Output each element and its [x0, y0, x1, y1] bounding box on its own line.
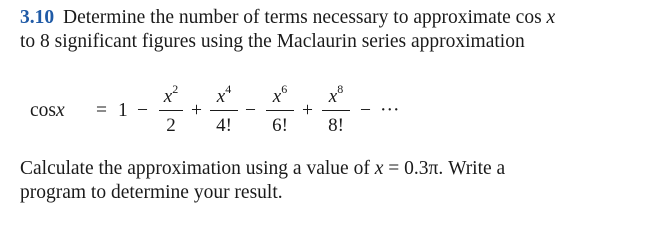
term-1-denominator: 2 — [166, 115, 176, 137]
fraction-bar — [210, 110, 238, 111]
term-1-exponent: 2 — [172, 82, 179, 96]
statement-variable: x — [546, 7, 556, 28]
term-3-exponent: 6 — [281, 82, 288, 96]
instruction-line-1 — [20, 157, 505, 181]
problem-number: 3.10 — [20, 7, 55, 28]
equals-sign: = — [96, 100, 107, 121]
term-2-base: x — [216, 86, 226, 107]
term-1-base: x — [163, 86, 173, 107]
problem-statement-line-2: to 8 significant figures using the Maclaurin series approximation — [20, 31, 525, 52]
term-x2-over-2 — [159, 78, 183, 137]
term-3-base: x — [272, 86, 282, 107]
fraction-bar — [266, 110, 294, 111]
term-x8-over-8-factorial — [322, 78, 350, 137]
problem-block — [20, 6, 650, 54]
fraction-bar — [322, 110, 350, 111]
operator-plus-1: + — [191, 100, 202, 121]
fraction-bar — [159, 110, 183, 111]
term-x6-over-6-factorial — [266, 78, 294, 137]
instruction-variable: x — [374, 158, 384, 179]
term-x4-over-4-factorial — [210, 78, 238, 137]
term-2-denominator: 4! — [216, 115, 232, 137]
term-3-denominator: 6! — [272, 115, 288, 137]
constant-one: 1 — [118, 100, 128, 121]
calculation-instructions — [20, 157, 505, 205]
term-2-exponent: 4 — [225, 82, 232, 96]
operator-plus-2: + — [302, 100, 313, 121]
cos-function: cos — [30, 100, 56, 121]
instruction-line-2: program to determine your result. — [20, 182, 283, 203]
operator-minus-1: − — [137, 100, 148, 121]
term-4-denominator: 8! — [328, 115, 344, 137]
equation-lhs — [30, 100, 65, 122]
operator-minus-2: − — [245, 100, 256, 121]
instruction-equals: = — [388, 158, 400, 179]
maclaurin-series-equation — [30, 78, 590, 148]
problem-statement-line-1 — [20, 6, 650, 30]
statement-text: Determine the number of terms necessary to approximate cos — [63, 7, 542, 28]
lhs-variable: x — [56, 100, 65, 121]
term-4-exponent: 8 — [337, 82, 344, 96]
ellipsis: ··· — [380, 100, 400, 121]
term-4-base: x — [328, 86, 338, 107]
instruction-value: 0.3π. Write a — [404, 158, 506, 179]
instruction-text: Calculate the approximation using a value of — [20, 158, 370, 179]
operator-minus-3: − — [360, 100, 371, 121]
